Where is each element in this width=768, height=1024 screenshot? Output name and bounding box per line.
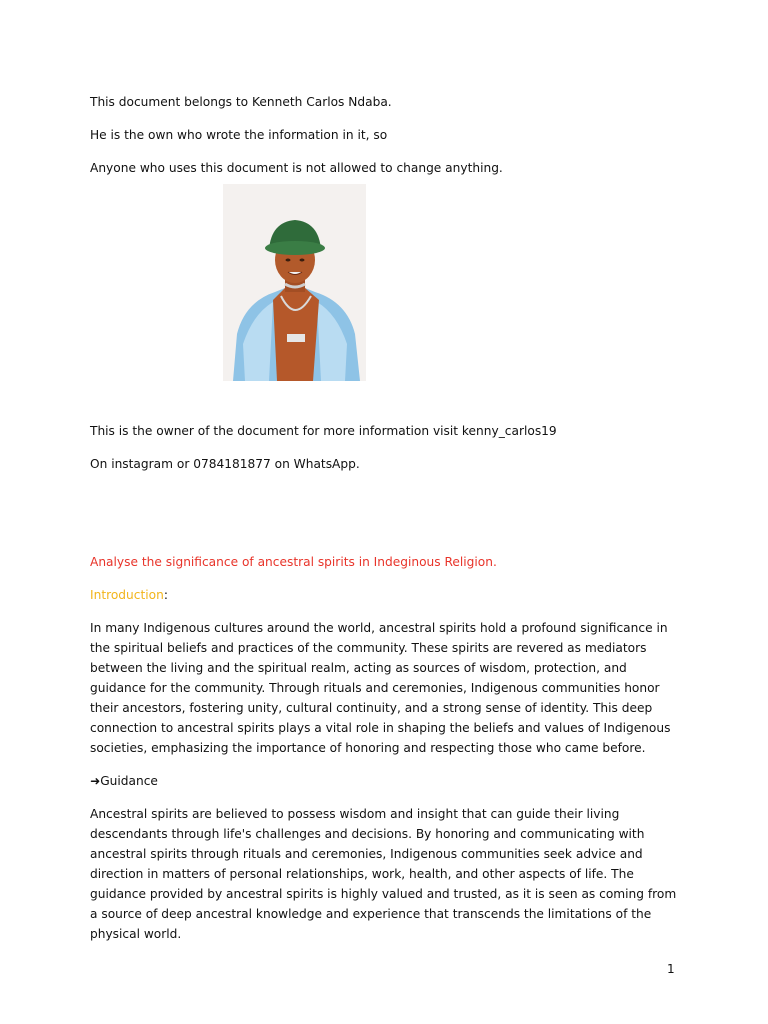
author-line: He is the own who wrote the information in it, so	[90, 128, 388, 142]
intro-colon: :	[163, 588, 168, 602]
intro-heading: Introduction	[90, 588, 164, 602]
owner-photo	[223, 184, 366, 381]
page-number: 1	[667, 962, 675, 976]
guidance-paragraph: Ancestral spirits are believed to possess wisdom and insight that can guide their living descendants through life's challenges and decisions. By honoring and communicating with ancestral spirits through rituals and ceremonies, Indigenous communities seek advice and direction in matters of personal relationships, work, health, and other aspects of life. The guidance provided by ancestral spirits is highly valued and trusted, as it is seen as coming from a source of deep ancestral knowledge and experience that transcends the limitations of the physical world.	[90, 807, 677, 941]
intro-heading-line	[90, 585, 682, 605]
guidance-heading: ➜Guidance	[90, 774, 158, 788]
restriction-line: Anyone who uses this document is not allowed to change anything.	[90, 161, 503, 175]
owner-info-line: This is the owner of the document for more information visit kenny_carlos19	[90, 424, 557, 438]
intro-paragraph: In many Indigenous cultures around the world, ancestral spirits hold a profound significance in the spiritual beliefs and practices of the community. These spirits are revered as mediators between the living and the spiritual realm, acting as sources of wisdom, protection, and guidance for the community. Through rituals and ceremonies, Indigenous communities honor their ancestors, fostering unity, cultural continuity, and a strong sense of identity. This deep connection to ancestral spirits plays a vital role in shaping the beliefs and values of Indigenous societies, emphasizing the importance of honoring and respecting those who came before.	[90, 621, 671, 755]
question-title: Analyse the significance of ancestral spirits in Indeginous Religion.	[90, 555, 497, 569]
ownership-line: This document belongs to Kenneth Carlos Ndaba.	[90, 95, 392, 109]
contact-line: On instagram or 0784181877 on WhatsApp.	[90, 457, 360, 471]
